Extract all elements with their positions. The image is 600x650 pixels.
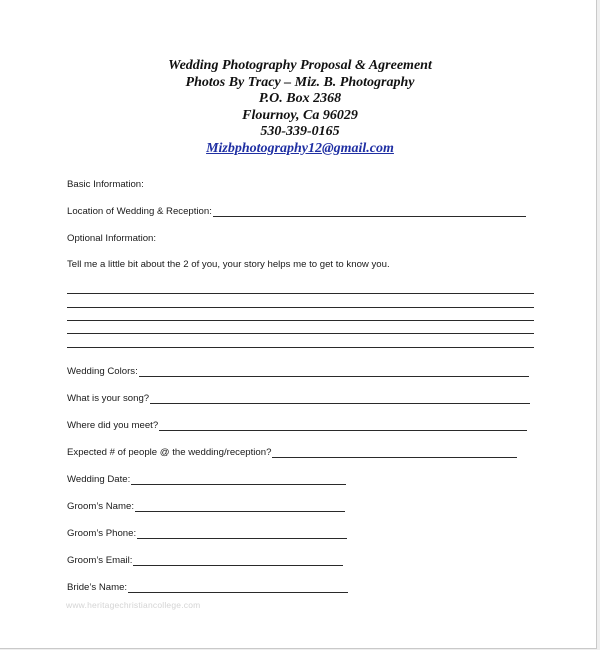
- story-prompt: Tell me a little bit about the 2 of you, your story helps me to get to know you.: [67, 259, 390, 270]
- bride-name-field: [67, 580, 348, 593]
- email-link[interactable]: Mizbphotography12@gmail.com: [206, 140, 394, 156]
- document-title: Wedding Photography Proposal & Agreement: [168, 58, 432, 73]
- groom-name-blank[interactable]: [135, 501, 345, 512]
- story-line-2[interactable]: [67, 307, 534, 308]
- phone-number: 530-339-0165: [260, 124, 340, 139]
- guests-label: Expected # of people @ the wedding/reception?: [67, 447, 272, 458]
- location-blank[interactable]: [213, 206, 526, 217]
- guests-blank[interactable]: [272, 447, 517, 458]
- letterhead: [0, 58, 600, 157]
- location-field: [67, 204, 526, 217]
- watermark-text: www.heritagechristiancollege.com: [66, 600, 201, 610]
- meet-blank[interactable]: [159, 420, 527, 431]
- colors-blank[interactable]: [139, 366, 529, 377]
- story-line-5[interactable]: [67, 347, 534, 348]
- date-blank[interactable]: [131, 474, 346, 485]
- groom-phone-blank[interactable]: [137, 528, 347, 539]
- groom-name-label: Groom’s Name:: [67, 501, 134, 512]
- groom-name-field: [67, 499, 345, 512]
- colors-label: Wedding Colors:: [67, 366, 138, 377]
- story-line-3[interactable]: [67, 320, 534, 321]
- guests-field: [67, 445, 517, 458]
- city-address: Flournoy, Ca 96029: [242, 107, 358, 123]
- groom-email-label: Groom’s Email:: [67, 555, 133, 566]
- optional-info-label: Optional Information:: [67, 233, 157, 244]
- business-name: Photos By Tracy – Miz. B. Photography: [185, 74, 415, 90]
- song-label: What is your song?: [67, 393, 150, 404]
- date-field: [67, 472, 346, 485]
- groom-email-field: [67, 553, 343, 566]
- meet-field: [67, 418, 527, 431]
- basic-info-label: Basic Information:: [67, 179, 144, 190]
- groom-phone-label: Groom’s Phone:: [67, 528, 137, 539]
- groom-email-blank[interactable]: [133, 555, 343, 566]
- po-box: P.O. Box 2368: [258, 91, 342, 106]
- bride-name-label: Bride’s Name:: [67, 582, 128, 593]
- colors-field: [67, 364, 529, 377]
- song-blank[interactable]: [150, 393, 530, 404]
- location-label: Location of Wedding & Reception:: [67, 206, 212, 217]
- date-label: Wedding Date:: [67, 474, 131, 485]
- meet-label: Where did you meet?: [67, 420, 159, 431]
- story-line-1[interactable]: [67, 293, 534, 294]
- story-line-4[interactable]: [67, 333, 534, 334]
- bride-name-blank[interactable]: [128, 582, 348, 593]
- song-field: [67, 391, 530, 404]
- groom-phone-field: [67, 526, 347, 539]
